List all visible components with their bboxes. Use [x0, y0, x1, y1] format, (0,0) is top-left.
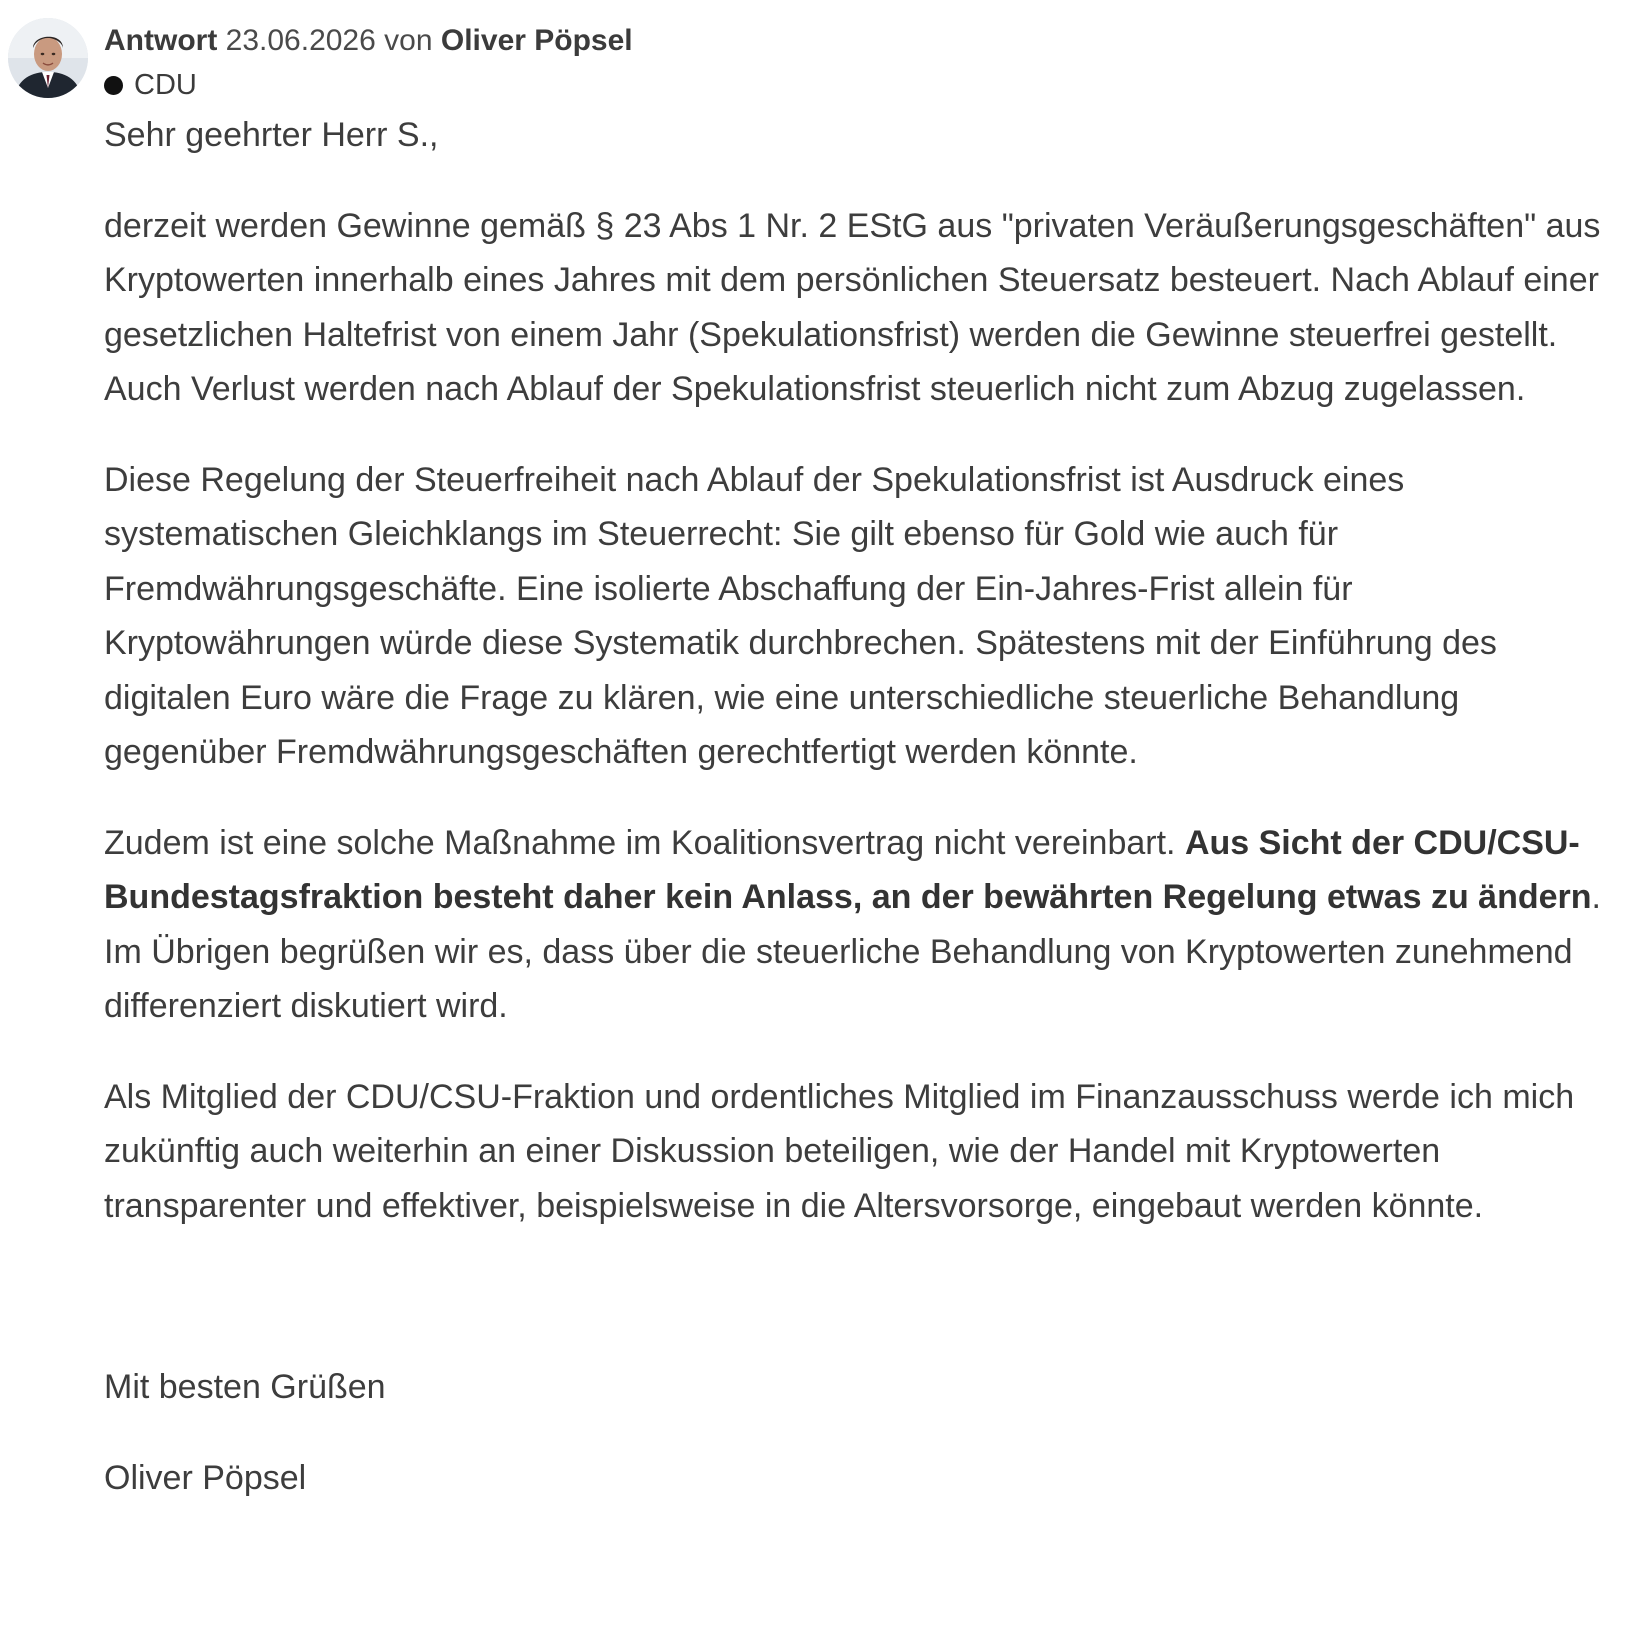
paragraph-2: Diese Regelung der Steuerfreiheit nach Ablauf der Spekulationsfrist ist Ausdruck eines systematischen Gleichklangs im Steuerrecht: Sie gilt ebenso für Gold wie auch für Fremdwährungsgeschäfte. Eine isolierte Abschaffung der Ein-Jahres-Frist allein für Kryptowährungen würde diese Systematik durchbrechen. Spätestens mit der Einführung des digitalen Euro wäre die Frage zu klären, wie eine unterschiedliche steuerliche Behandlung gegenüber Fremdwährungsgeschäften gerechtfertigt werden könnte.	[104, 460, 1497, 771]
paragraph-3	[104, 816, 1622, 1034]
answer-date: 23.06.2026	[225, 24, 376, 57]
paragraph-3-end: . Im Übrigen begrüßen wir es, dass über die steuerliche Behandlung von Kryptowerten zunehmend differenziert diskutiert wird.	[104, 878, 1601, 1025]
party-name: CDU	[134, 69, 197, 101]
person-portrait-icon	[8, 18, 88, 98]
paragraph-4: Als Mitglied der CDU/CSU-Fraktion und ordentliches Mitglied im Finanzausschuss werde ich mich zukünftig auch weiterhin an einer Diskussion beteiligen, wie der Handel mit Kryptowerten transparenter und effektiver, beispielsweise in die Altersvorsorge, eingebaut werden könnte.	[104, 1077, 1575, 1225]
signature: Oliver Pöpsel	[104, 1458, 307, 1497]
answer-label: Antwort	[104, 24, 218, 57]
greeting: Sehr geehrter Herr S.,	[104, 116, 439, 154]
party-badge	[104, 67, 197, 103]
answer-text	[104, 108, 1622, 1505]
answer-meta	[104, 22, 633, 60]
paragraph-3-emphasis: Aus Sicht der CDU/CSU-Bundestagsfraktion besteht daher kein Anlass, an der bewährten Regelung etwas zu ändern	[104, 823, 1592, 916]
party-color-dot	[104, 76, 123, 95]
closing: Mit besten Grüßen	[104, 1368, 386, 1406]
paragraph-3-start: Zudem ist eine solche Maßnahme im Koalitionsvertrag nicht vereinbart.	[104, 823, 1185, 862]
avatar[interactable]	[8, 18, 88, 98]
answer-by: von	[384, 24, 433, 57]
author-name[interactable]: Oliver Pöpsel	[440, 24, 633, 57]
paragraph-1: derzeit werden Gewinne gemäß § 23 Abs 1 Nr. 2 EStG aus "privaten Veräußerungsgeschäften" aus Kryptowerten innerhalb eines Jahres mit dem persönlichen Steuersatz besteuert. Nach Ablauf einer gesetzlichen Haltefrist von einem Jahr (Spekulationsfrist) werden die Gewinne steuerfrei gestellt. Auch Verlust werden nach Ablauf der Spekulationsfrist steuerlich nicht zum Abzug zugelassen.	[104, 206, 1601, 408]
